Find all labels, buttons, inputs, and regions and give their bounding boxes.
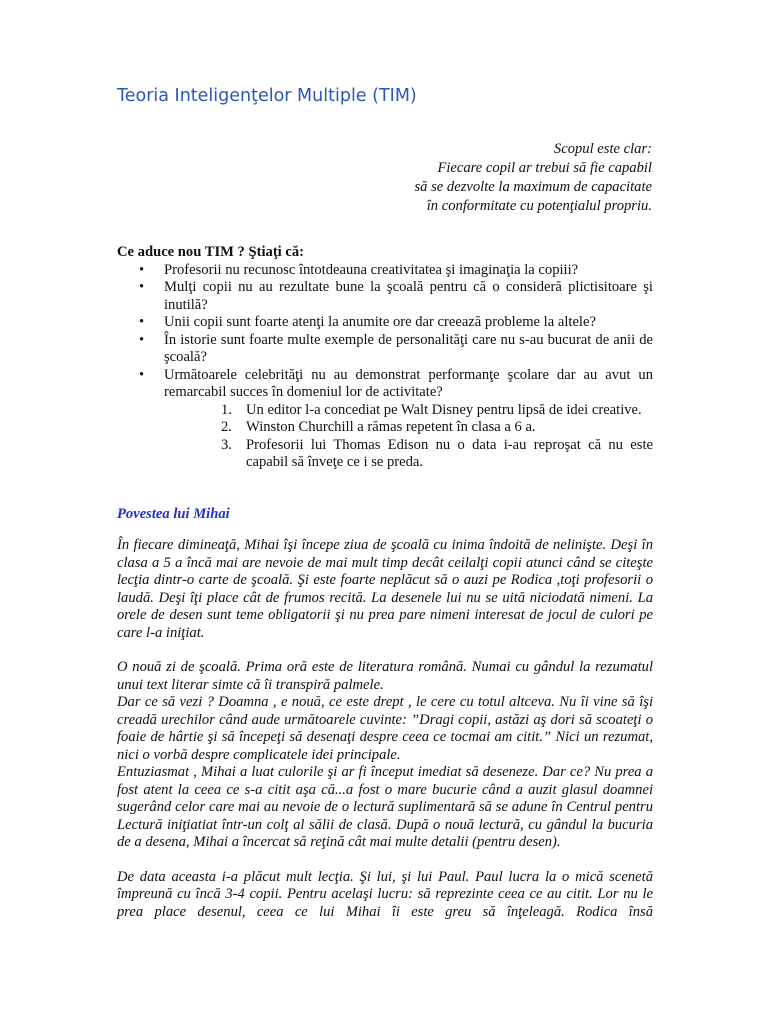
- bullet-item: • Mulţi copii nu au rezultate bune la şcoală pentru că o consideră plictisitoare şi inutilă?: [117, 279, 653, 314]
- item-number: 3.: [221, 436, 232, 453]
- story-body: [117, 537, 653, 921]
- numbered-item: [164, 419, 653, 437]
- bullet-item: [117, 367, 653, 472]
- story-paragraph: În fiecare dimineaţă, Mihai îşi începe ziua de şcoală cu inima îndoită de nelinişte. Deşi în clasa a 5 a încă mai are nevoie de mai mult timp decât ceilalţi copii atunci când se citeşte lecţia dintr-o carte de şcoală. Şi este foarte neplăcut să o auzi pe Rodica ,toţi profesorii o laudă. Deşi îţi place cât de frumos recită. La desenele lui nu se uită niciodată nimeni. La orele de desen sunt teme obligatorii şi nu prea pare nimeni interesat de jocul de culori pe care l-a iniţiat.: [117, 537, 653, 641]
- motto-line: să se dezvolte la maximum de capacitate: [414, 179, 652, 195]
- story-paragraph: Dar ce să vezi ? Doamna , e nouă, ce este drept , le cere cu totul altceva. Nu îi vine să îşi creadă urechilor când aude următoarele cuvinte: ”Dragi copii, astăzi aş dori să scoateţi o foaie de hârtie şi să începeţi să desenaţi despre ceea ce tocmai am citit.” Nici un rezumat, nici o vorbă despre complicatele idei principale.: [117, 694, 653, 763]
- bullet-item: • Profesorii nu recunosc întotdeauna creativitatea şi imaginaţia la copiii?: [117, 262, 653, 280]
- bullet-item: • În istorie sunt foarte multe exemple de personalităţi care nu s-au bucurat de anii de şcoală?: [117, 332, 653, 367]
- bullet-item: • Unii copii sunt foarte atenţi la anumite ore dar creează probleme la altele?: [117, 314, 653, 332]
- item-text: Un editor l-a concediat pe Walt Disney pentru lipsă de idei creative.: [246, 401, 642, 418]
- story-title: Povestea lui Mihai: [117, 506, 230, 522]
- item-text: Profesorii lui Thomas Edison nu o data i-au reproşat că nu este capabil să înveţe ce i se preda.: [246, 436, 653, 470]
- section-heading: Ce aduce nou TIM ? Ştiaţi că:: [117, 244, 305, 260]
- motto-line: Scopul este clar:: [553, 141, 652, 157]
- bullet-list: [117, 262, 653, 472]
- tim-section: [117, 244, 653, 472]
- motto-block: [232, 140, 652, 216]
- bullet-item-text: Următoarele celebrităţi nu au demonstrat performanţe şcolare dar au avut un remarcabil succes în domeniul lor de activitate?: [164, 366, 653, 400]
- document-title: Teoria Inteligenţelor Multiple (TIM): [117, 86, 417, 106]
- numbered-item: [164, 402, 653, 420]
- item-text: Winston Churchill a rămas repetent în clasa a 6 a.: [246, 419, 536, 435]
- motto-line: Fiecare copil ar trebui să fie capabil: [437, 160, 652, 176]
- item-number: 1.: [221, 401, 232, 418]
- story-paragraph: O nouă zi de şcoală. Prima oră este de literatura română. Numai cu gândul la rezumatul unui text literar simte că îi transpiră palmele.: [117, 659, 653, 693]
- item-number: 2.: [221, 419, 232, 435]
- story-paragraph: De data aceasta i-a plăcut mult lecţia. Şi lui, şi lui Paul. Paul lucra la o mică scenetă împreună cu încă 3-4 copii. Pentru acelaşi lucru: să reprezinte ceea ce au citit. Lor nu le prea place desenul, ceea ce lui Mihai îi este greu să înţeleagă. Rodica însă: [117, 868, 653, 920]
- numbered-list: [164, 402, 653, 472]
- story-paragraph: Entuziasmat , Mihai a luat culorile şi ar fi început imediat să deseneze. Dar ce? Nu prea a fost atent la ceea ce s-a citit aşa că...a fost o mare bucurie când a auzit glasul doamnei sugerând celor care mai au nevoie de o lectură suplimentară să se adune în Centrul pentru Lectură iniţiatiat într-un colţ al sălii de clasă. După o nouă lectură, cu gândul la bucuria de a desena, Mihai a încercat să reţină cât mai multe detalii (pentru desen).: [117, 764, 653, 850]
- motto-line: în conformitate cu potenţialul propriu.: [426, 198, 652, 214]
- numbered-item: [164, 437, 653, 472]
